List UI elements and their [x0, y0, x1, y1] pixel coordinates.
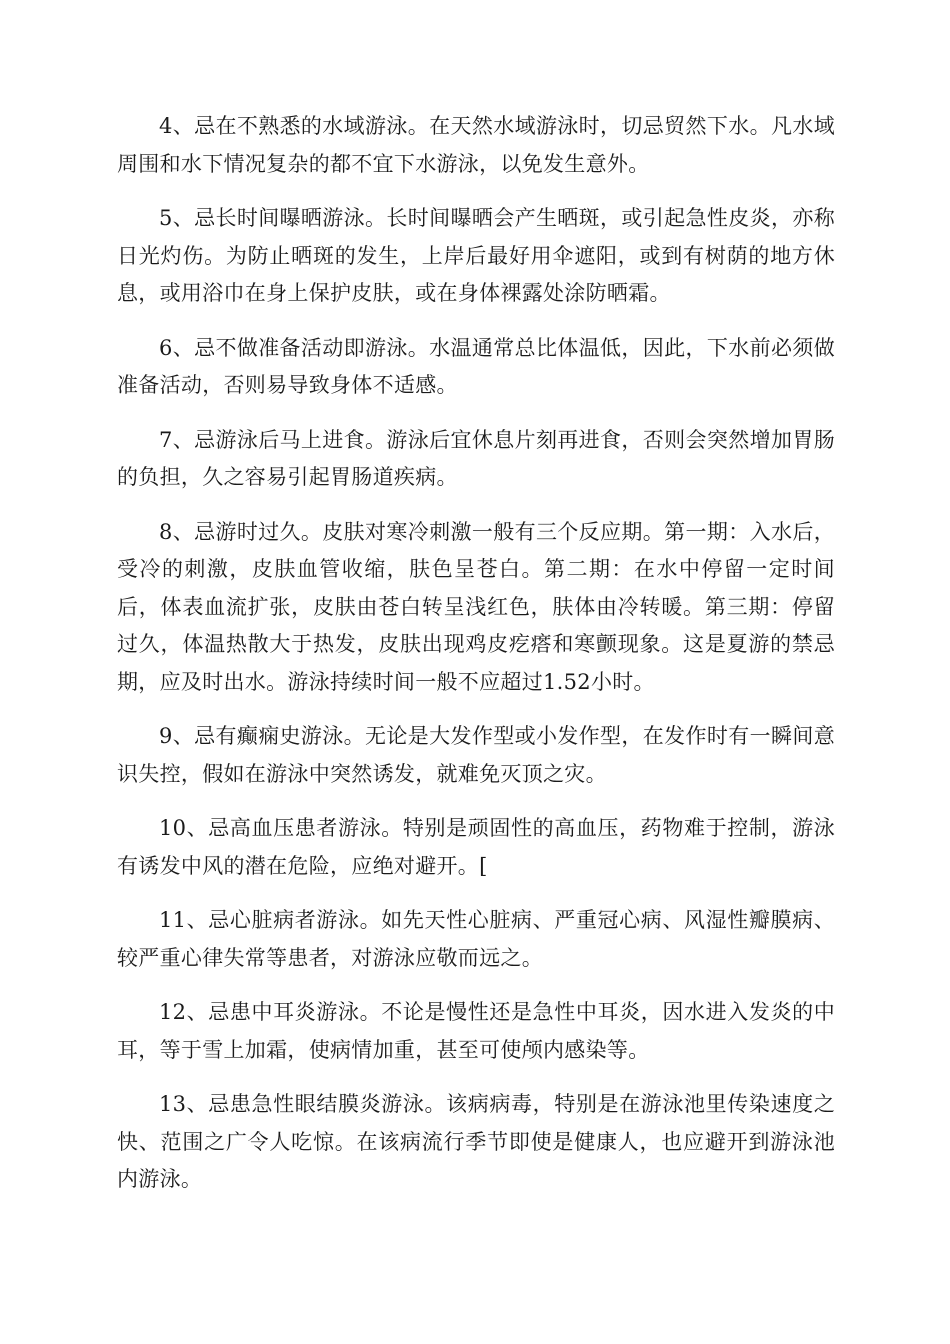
paragraph-item-13: 13、忌患急性眼结膜炎游泳。该病病毒，特别是在游泳池里传染速度之快、范围之广令人吃惊。在该病流行季节即使是健康人，也应避开到游泳池内游泳。 [117, 1092, 835, 1191]
paragraph-item-7: 7、忌游泳后马上进食。游泳后宜休息片刻再进食，否则会突然增加胃肠的负担，久之容易引起胃肠道疾病。 [117, 427, 835, 489]
paragraph-item-8: 8、忌游时过久。皮肤对寒冷刺激一般有三个反应期。第一期：入水后，受冷的刺激，皮肤血管收缩，肤色呈苍白。第二期：在水中停留一定时间后，体表血流扩张，皮肤由苍白转呈浅红色，肤体由冷转暖。第三期：停留过久，体温热散大于热发，皮肤出现鸡皮疙瘩和寒颤现象。这是夏游的禁忌期，应及时出水。游泳持续时间一般不应超过1.52小时。 [117, 519, 835, 694]
paragraph-item-11: 11、忌心脏病者游泳。如先天性心脏病、严重冠心病、风湿性瓣膜病、较严重心律失常等患者，对游泳应敬而远之。 [117, 908, 835, 970]
paragraph-item-10: 10、忌高血压患者游泳。特别是顽固性的高血压，药物难于控制，游泳有诱发中风的潜在危险，应绝对避开。[ [117, 816, 835, 878]
paragraph-item-5: 5、忌长时间曝晒游泳。长时间曝晒会产生晒斑，或引起急性皮炎，亦称日光灼伤。为防止晒斑的发生，上岸后最好用伞遮阳，或到有树荫的地方休息，或用浴巾在身上保护皮肤，或在身体裸露处涂防晒霜。 [117, 206, 835, 305]
document-body [117, 108, 835, 1216]
paragraph-item-12: 12、忌患中耳炎游泳。不论是慢性还是急性中耳炎，因水进入发炎的中耳，等于雪上加霜，使病情加重，甚至可使颅内感染等。 [117, 1000, 835, 1062]
paragraph-item-9: 9、忌有癫痫史游泳。无论是大发作型或小发作型，在发作时有一瞬间意识失控，假如在游泳中突然诱发，就难免灭顶之灾。 [117, 724, 835, 786]
paragraph-item-6: 6、忌不做准备活动即游泳。水温通常总比体温低，因此，下水前必须做准备活动，否则易导致身体不适感。 [117, 335, 835, 397]
paragraph-item-4: 4、忌在不熟悉的水域游泳。在天然水域游泳时，切忌贸然下水。凡水域周围和水下情况复杂的都不宜下水游泳，以免发生意外。 [117, 114, 835, 176]
